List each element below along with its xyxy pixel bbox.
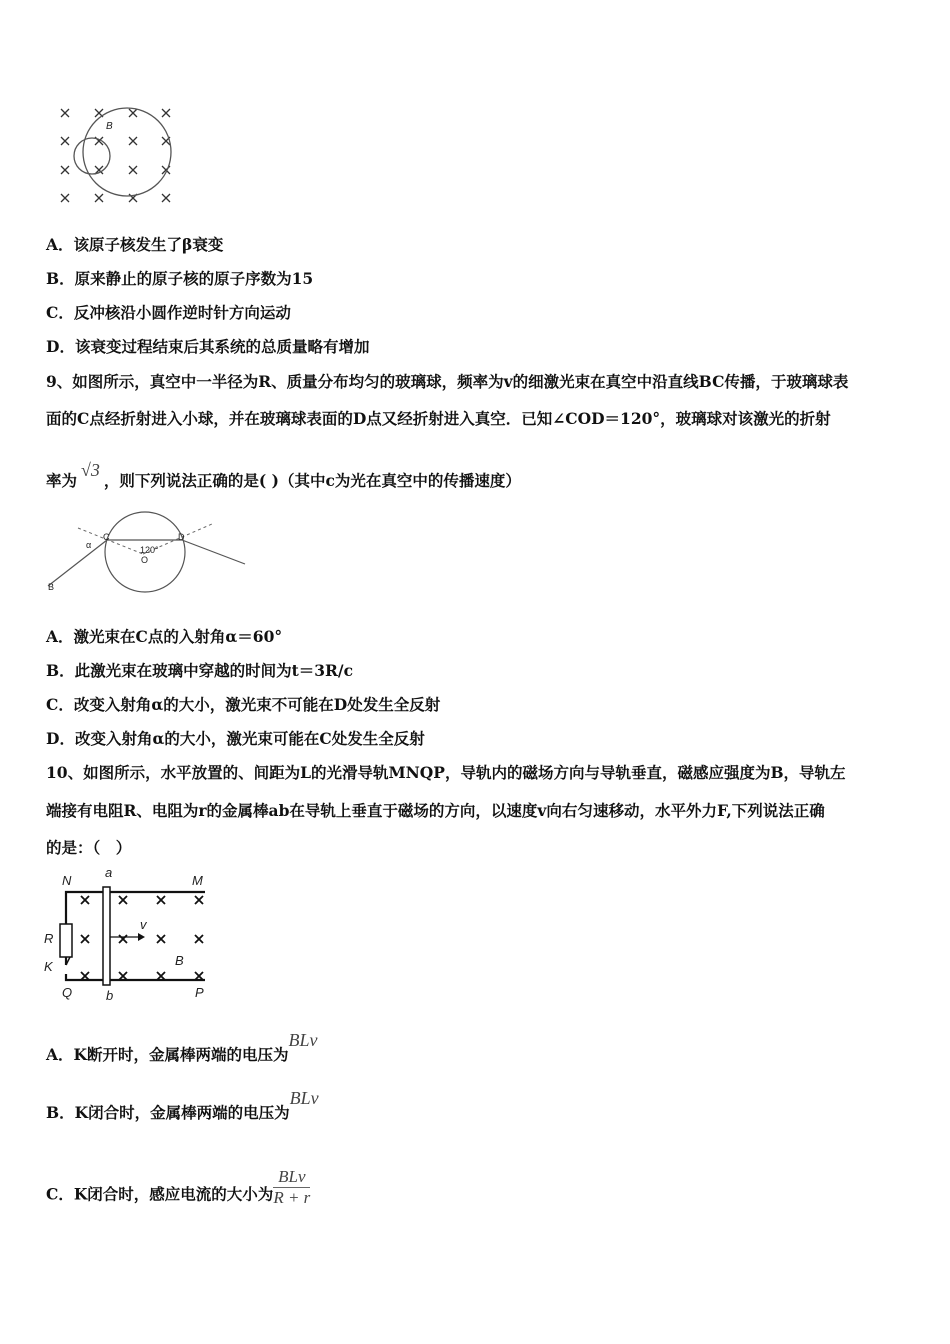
q9-option-c: C．改变入射角α的大小，激光束不可能在D处发生全反射 <box>46 695 441 714</box>
field-cross-mark <box>61 194 69 202</box>
label-b: B <box>48 582 55 592</box>
q9-stem-line1: 9、如图所示，真空中一半径为R、质量分布均匀的玻璃球，频率为v的细激光束在真空中沿直线BC传播，于玻璃球表 <box>46 372 849 391</box>
field-cross-mark <box>81 972 89 980</box>
small-circle <box>74 138 110 174</box>
q9-option-a: A．激光束在C点的入射角α＝60° <box>46 627 283 646</box>
field-cross-mark <box>162 194 170 202</box>
q10-stem-line3: 的是：（ ） <box>46 838 132 857</box>
q9-stem-line3 <box>46 460 521 491</box>
field-cross-mark <box>95 194 103 202</box>
q8-option-d: D．该衰变过程结束后其系统的总质量略有增加 <box>46 337 370 356</box>
label-o: O <box>141 555 149 565</box>
field-cross-mark <box>195 972 203 980</box>
field-cross-mark <box>129 109 137 117</box>
field-cross-mark <box>61 166 69 174</box>
field-cross-mark <box>119 896 127 904</box>
option-a-text: A．K断开时，金属棒两端的电压为 <box>46 1045 289 1064</box>
q10-option-c <box>46 1167 311 1216</box>
option-c-fraction <box>273 1167 310 1208</box>
field-cross-mark <box>195 935 203 943</box>
q9-stem-line2: 面的C点经折射进入小球，并在玻璃球表面的D点又经折射进入真空．已知∠COD＝120°，玻璃球对该激光的折射 <box>46 409 831 428</box>
field-cross-mark <box>157 972 165 980</box>
resistor-r <box>60 924 72 957</box>
label-n: N <box>62 873 72 888</box>
field-cross-mark <box>81 896 89 904</box>
label-q: Q <box>62 985 73 1000</box>
q9-option-d: D．改变入射角α的大小，激光束可能在C处发生全反射 <box>46 729 425 748</box>
metal-rod-ab <box>103 887 110 985</box>
q9-stem-3b: ，则下列说法正确的是( )（其中c为光在真空中的传播速度） <box>103 471 521 490</box>
field-cross-mark <box>129 137 137 145</box>
field-cross-mark <box>81 935 89 943</box>
exit-ray <box>182 540 245 564</box>
q10-option-b <box>46 1088 319 1123</box>
large-circle <box>83 108 171 196</box>
field-cross-mark <box>119 972 127 980</box>
label-c: C <box>103 532 110 542</box>
incident-ray <box>48 540 107 586</box>
q10-option-a <box>46 1030 318 1065</box>
q8-option-b: B．原来静止的原子核的原子序数为15 <box>46 269 314 288</box>
q10-rail-circuit-figure <box>40 862 220 1002</box>
label-b: b <box>106 988 114 1003</box>
label-field-b: B <box>175 953 184 968</box>
option-a-expr: BLv <box>288 1030 318 1050</box>
field-cross-mark <box>195 896 203 904</box>
label-a: a <box>105 865 113 880</box>
field-cross-mark <box>157 896 165 904</box>
q8-magnetic-field-figure <box>55 100 180 205</box>
label-p: P <box>195 985 204 1000</box>
q10-stem-line1: 10、如图所示，水平放置的、间距为L的光滑导轨MNQP，导轨内的磁场方向与导轨垂直，磁感应强度为B，导轨左 <box>46 763 846 782</box>
velocity-arrow <box>138 933 145 941</box>
label-m: M <box>192 873 203 888</box>
q8-option-a: A．该原子核发生了β衰变 <box>46 235 224 254</box>
label-r: R <box>44 931 54 946</box>
field-cross-mark <box>61 137 69 145</box>
fraction-denominator: R + r <box>273 1188 311 1207</box>
fraction-numerator: BLv <box>273 1167 310 1188</box>
field-cross-mark <box>61 109 69 117</box>
q9-option-b: B．此激光束在玻璃中穿越的时间为t＝3R/c <box>46 661 354 680</box>
label-alpha: α <box>86 540 92 550</box>
sqrt-3: √3 <box>81 460 100 480</box>
q9-glass-sphere-figure <box>40 510 260 600</box>
field-cross-mark <box>157 935 165 943</box>
field-cross-mark <box>119 935 127 943</box>
q8-option-c: C．反冲核沿小圆作逆时针方向运动 <box>46 303 291 322</box>
field-cross-mark <box>129 166 137 174</box>
option-b-expr: BLv <box>289 1088 319 1108</box>
label-v: v <box>140 917 147 932</box>
label-angle: 120° <box>140 545 159 555</box>
option-b-text: B．K闭合时，金属棒两端的电压为 <box>46 1103 290 1122</box>
q9-stem-3a: 率为 <box>46 471 78 490</box>
q10-stem-line2: 端接有电阻R、电阻为r的金属棒ab在导轨上垂直于磁场的方向，以速度v向右匀速移动，水平外力F,下列说法正确 <box>46 801 825 820</box>
label-k: K <box>44 959 53 974</box>
label-d: D <box>178 532 185 542</box>
field-cross-mark <box>162 109 170 117</box>
field-label: B <box>106 121 113 132</box>
option-c-text: C．K闭合时，感应电流的大小为 <box>46 1184 274 1204</box>
